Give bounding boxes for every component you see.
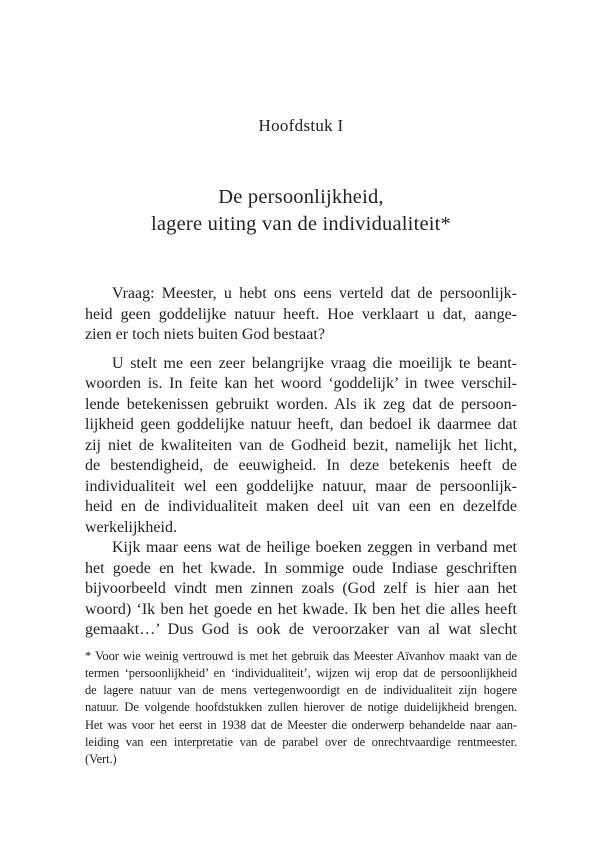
body-line: gemaakt…’ Dus God is ook de veroorzaker van al wat slecht — [85, 621, 517, 638]
title-line: lagere uiting van de individualiteit* — [150, 213, 451, 235]
body-text — [85, 284, 517, 641]
footnote-line: leiding van een interpretatie van de parabel over de onrechtvaardige rentmeester. — [85, 734, 517, 749]
paragraph — [85, 354, 517, 539]
body-line: Vraag: Meester, u hebt ons eens verteld dat de persoonlijk- — [112, 285, 517, 302]
text-block — [85, 0, 517, 769]
footnote-line: Het was voor het eerst in 1938 dat de Meester die onderwerp behandelde naar aan- — [85, 717, 517, 732]
body-line: werkelijkheid. — [85, 518, 177, 536]
body-line: het goede en het kwade. In sommige oude Indiase geschriften — [85, 559, 517, 577]
footnote — [85, 648, 517, 769]
title-line: De persoonlijkheid, — [218, 186, 384, 208]
body-line: de bestendigheid, de eeuwigheid. In deze betekenis heeft de — [85, 457, 517, 474]
chapter-heading: Hoofdstuk I — [258, 116, 344, 135]
body-line: bijvoorbeeld vindt men zinnen zoals (God zelf is hier aan het — [85, 580, 517, 597]
body-line: U stelt me een zeer belangrijke vraag die moeilijk te beant- — [112, 354, 517, 372]
footnote-line: (Vert.) — [85, 752, 117, 767]
body-line: Kijk maar eens wat de heilige boeken zeggen in verband met — [112, 539, 517, 556]
body-line: lende betekenissen gebruikt worden. Als ik zeg dat de persoon- — [85, 395, 517, 413]
body-line: heid geen goddelijke natuur heeft. Hoe verklaart u dat, aange- — [85, 305, 517, 323]
body-line: zien er toch niets buiten God bestaat? — [85, 326, 325, 343]
body-line: heid en de individualiteit maken deel uit van een en dezelfde — [85, 498, 517, 515]
body-line: individualiteit wel een goddelijke natuur, maar de persoonlijk- — [85, 477, 517, 495]
footnote-line: termen ‘persoonlijkheid’ en ‘individualiteit’, wijzen wij erop dat de persoonlijkheid — [85, 665, 517, 680]
body-line: woorden is. In feite kan het woord ‘goddelijk’ in twee verschil- — [85, 375, 517, 392]
body-line: zij niet de kwaliteiten van de Godheid bezit, namelijk het licht, — [85, 436, 517, 454]
body-line: woord) ‘Ik ben het goede en het kwade. Ik ben het die alles heeft — [85, 600, 517, 618]
page-title — [85, 184, 517, 238]
footnote-line: natuur. De volgende hoofdstukken zullen hierover de notige duidelijkheid brengen. — [85, 700, 517, 715]
paragraph — [85, 284, 517, 346]
footnote-line: de lagere natuur van de mens vertegenwoordigt en de individualiteit zijn hogere — [85, 683, 517, 698]
paragraph — [85, 538, 517, 641]
footnote-line: * Voor wie weinig vertrouwd is met het gebruik das Meester Aïvanhov maakt van de — [85, 648, 517, 663]
body-line: lijkheid geen goddelijke natuur heeft, dan bedoel ik daarmee dat — [85, 416, 517, 433]
